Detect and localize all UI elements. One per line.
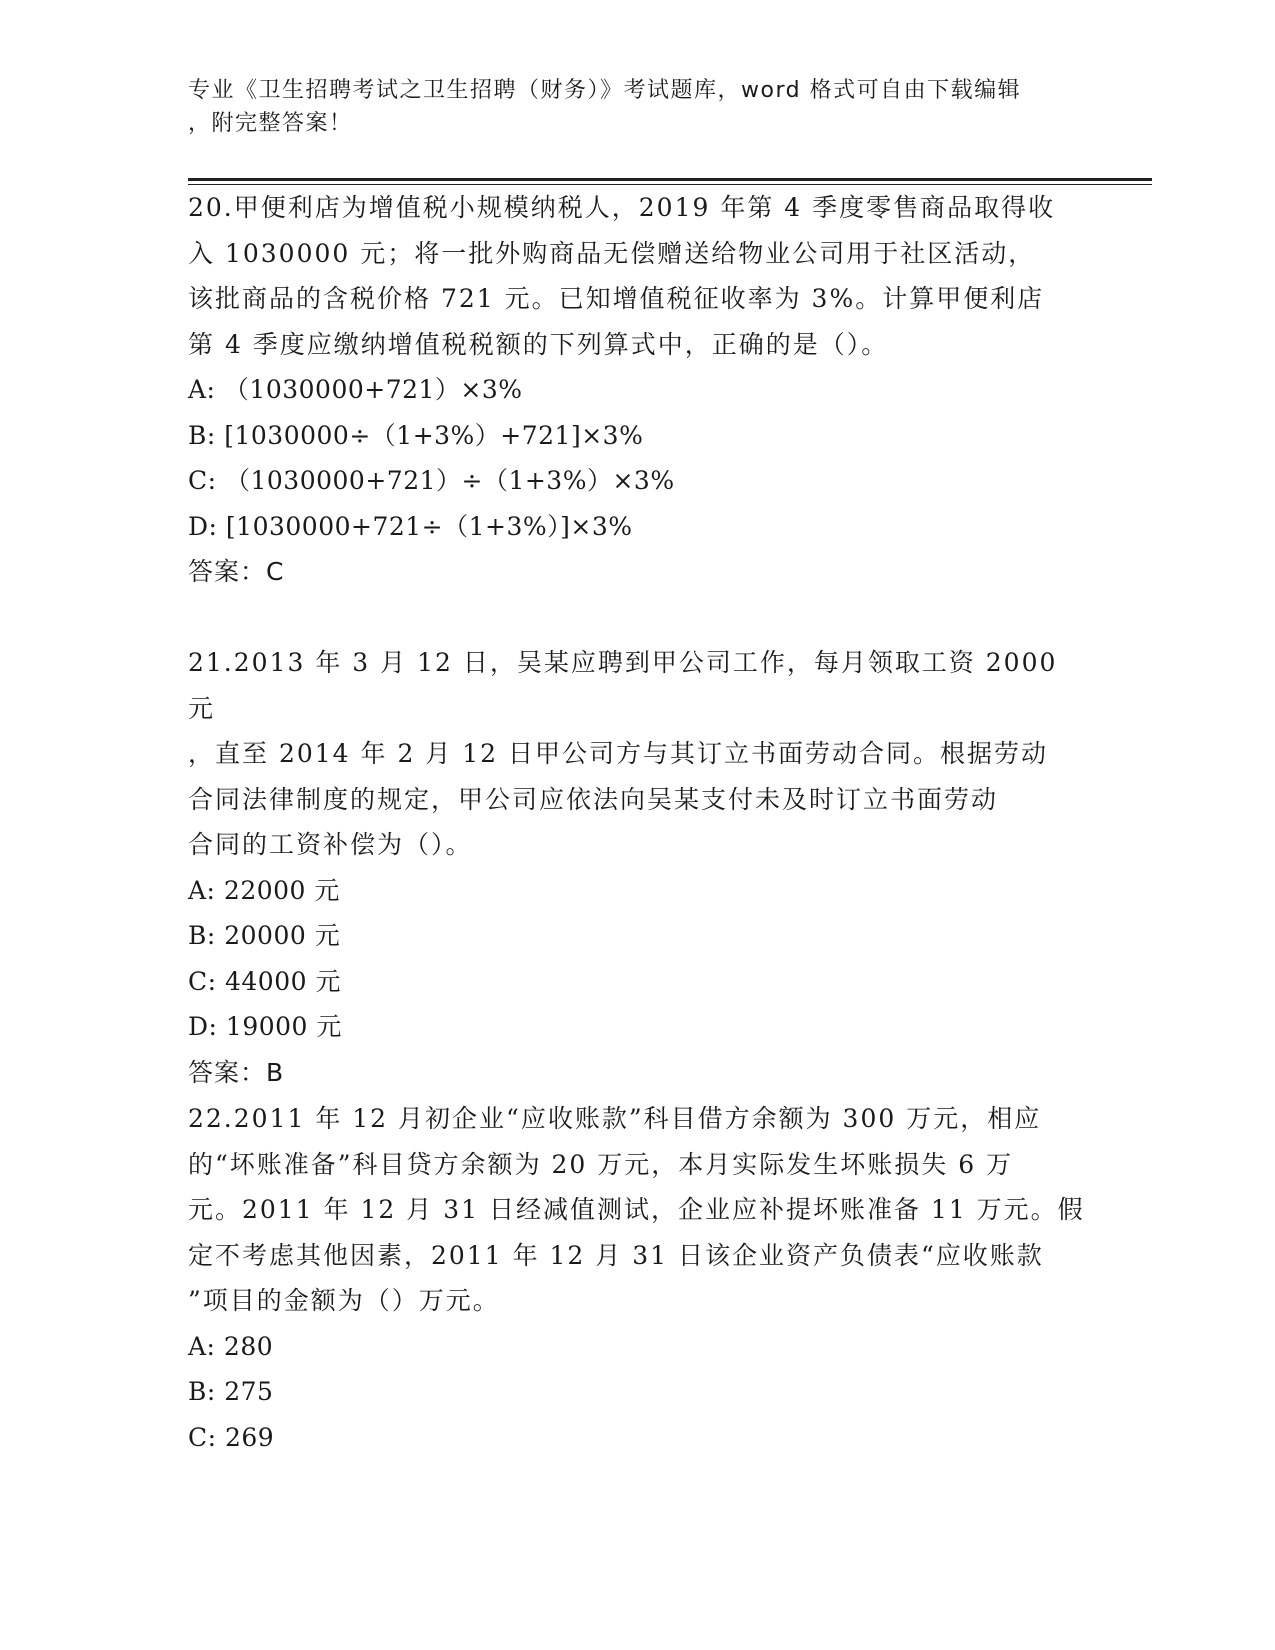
option-b: B: 20000 元: [188, 921, 341, 950]
question-22: [188, 1096, 1088, 1460]
question-20: [188, 185, 1088, 595]
option-c: C: （1030000+721）÷（1+3%）×3%: [188, 466, 675, 495]
option-b: B: [1030000÷（1+3%）+721]×3%: [188, 420, 644, 450]
option-d: D: 19000 元: [188, 1012, 342, 1041]
option-b: B: 275: [188, 1377, 274, 1406]
answer: 答案：C: [188, 557, 285, 586]
question-text: 21.2013 年 3 月 12 日，吴某应聘到甲公司工作，每月领取工资 2000 元 ，直至 2014 年 2 月 12 日甲公司方与其订立书面劳动合同。根据劳动 合同法律制度的规定，甲公司应依法向吴某支付未及时订立书面劳动 合同的工资补偿为（）。: [188, 648, 1058, 859]
answer: 答案：B: [188, 1057, 285, 1087]
option-a: A: （1030000+721）×3%: [188, 375, 523, 404]
option-c: C: 44000 元: [188, 966, 341, 996]
option-a: A: 22000 元: [188, 875, 340, 905]
option-c: C: 269: [188, 1422, 275, 1452]
option-a: A: 280: [188, 1331, 274, 1361]
question-text: 22.2011 年 12 月初企业“应收账款”科目借方余额为 300 万元，相应 的“坏账准备”科目贷方余额为 20 万元，本月实际发生坏账损失 6 万 元。2011 年 12 月 31 日经减值测试，企业应补提坏账准备 11 万元。假 定不考虑其他因素，2011 年 12 月 31 日该企业资产负债表“应收账款 ”项目的金额为（）万元。: [188, 1104, 1085, 1315]
header-rule-thick: [188, 178, 1152, 181]
question-21: [188, 640, 1088, 1095]
question-text: 20.甲便利店为增值税小规模纳税人，2019 年第 4 季度零售商品取得收 入 1030000 元；将一批外购商品无偿赠送给物业公司用于社区活动， 该批商品的含税价格 721 元。已知增值税征收率为 3%。计算甲便利店 第 4 季度应缴纳增值税税额的下列算式中，正确的是（）。: [188, 193, 1056, 359]
document-header: 专业《卫生招聘考试之卫生招聘（财务）》考试题库，word 格式可自由下载编辑 ，附完整答案！: [188, 78, 1022, 136]
option-d: D: [1030000+721÷（1+3%）]×3%: [188, 511, 633, 541]
